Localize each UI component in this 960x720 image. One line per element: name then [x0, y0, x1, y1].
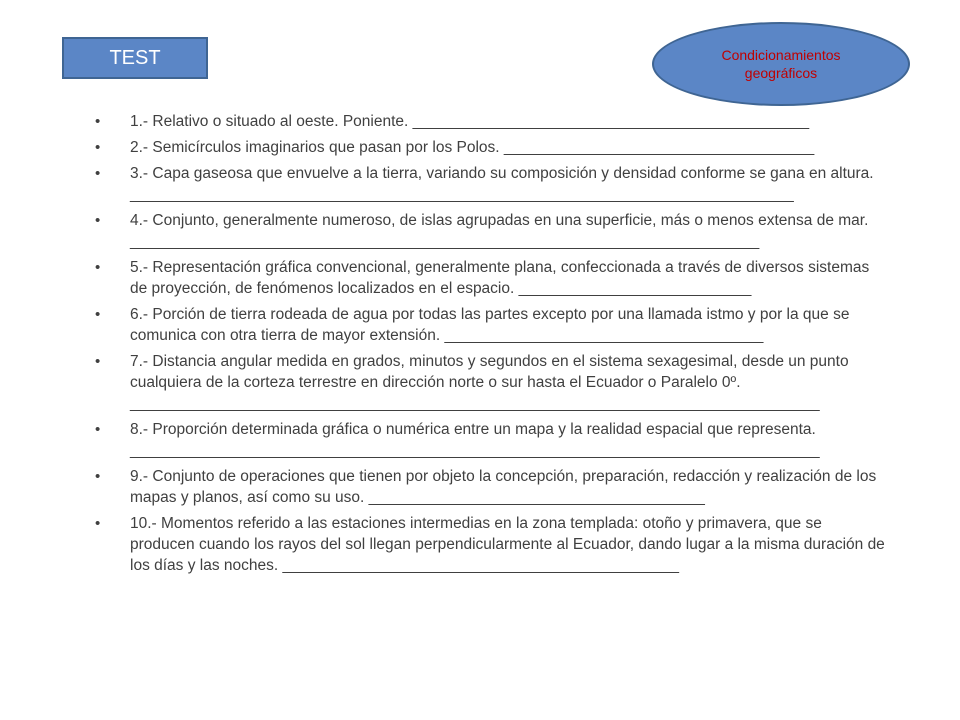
- test-title: TEST: [109, 46, 161, 69]
- question-item-8: [95, 419, 885, 461]
- bullet-icon: •: [95, 113, 101, 130]
- question-item-1: [95, 111, 885, 132]
- question-text: 7.- Distancia angular medida en grados, minutos y segundos en el sistema sexagesimal, desde un punto cualquiera de la corteza terrestre en dirección norte o sur hasta el Ecuador o Paralelo 0º. ________________________________________________________________________________: [130, 353, 849, 412]
- bullet-icon: •: [95, 165, 101, 182]
- bullet-icon: •: [95, 421, 101, 438]
- question-item-2: [95, 137, 885, 158]
- topic-line-2: geográficos: [744, 65, 818, 81]
- bullet-icon: •: [95, 259, 101, 276]
- topic-line-1: Condicionamientos: [721, 47, 841, 63]
- question-text: 1.- Relativo o situado al oeste. Poniente. ______________________________________________: [130, 113, 810, 130]
- topic-ellipse: [652, 22, 910, 106]
- question-item-3: [95, 163, 885, 205]
- question-item-5: [95, 257, 885, 299]
- question-text: 9.- Conjunto de operaciones que tienen por objeto la concepción, preparación, redacción y realización de los mapas y planos, así como su uso. _______________________________________: [130, 468, 877, 506]
- question-text: 3.- Capa gaseosa que envuelve a la tierra, variando su composición y densidad conforme se gana en altura. _____________________________________________________________________________: [130, 165, 874, 203]
- bullet-icon: •: [95, 468, 101, 485]
- bullet-icon: •: [95, 139, 101, 156]
- question-text: 6.- Porción de tierra rodeada de agua por todas las partes excepto por una llamada istmo y por la que se comunica con otra tierra de mayor extensión. _____________________________________: [130, 306, 850, 344]
- test-title-box: [62, 37, 208, 79]
- question-text: 2.- Semicírculos imaginarios que pasan por los Polos. ____________________________________: [130, 139, 815, 156]
- question-list: [95, 111, 885, 581]
- question-text: 4.- Conjunto, generalmente numeroso, de islas agrupadas en una superficie, más o menos extensa de mar. _________________________________________________________________________: [130, 212, 869, 250]
- bullet-icon: •: [95, 306, 101, 323]
- topic-label: [696, 46, 866, 82]
- bullet-icon: •: [95, 515, 101, 532]
- bullet-icon: •: [95, 212, 101, 229]
- question-item-6: [95, 304, 885, 346]
- question-text: 5.- Representación gráfica convencional, generalmente plana, confeccionada a través de diversos sistemas de proyección, de fenómenos localizados en el espacio. ___________________________: [130, 259, 870, 297]
- question-text: 10.- Momentos referido a las estaciones intermedias en la zona templada: otoño y primavera, que se producen cuando los rayos del sol llegan perpendicularmente al Ecuador, dando lugar a la misma duración de los días y las noches. ______________________________________________: [130, 515, 885, 574]
- bullet-icon: •: [95, 353, 101, 370]
- question-item-10: [95, 513, 885, 576]
- question-item-7: [95, 351, 885, 414]
- question-text: 8.- Proporción determinada gráfica o numérica entre un mapa y la realidad espacial que representa. ________________________________________________________________________________: [130, 421, 820, 459]
- question-item-4: [95, 210, 885, 252]
- question-item-9: [95, 466, 885, 508]
